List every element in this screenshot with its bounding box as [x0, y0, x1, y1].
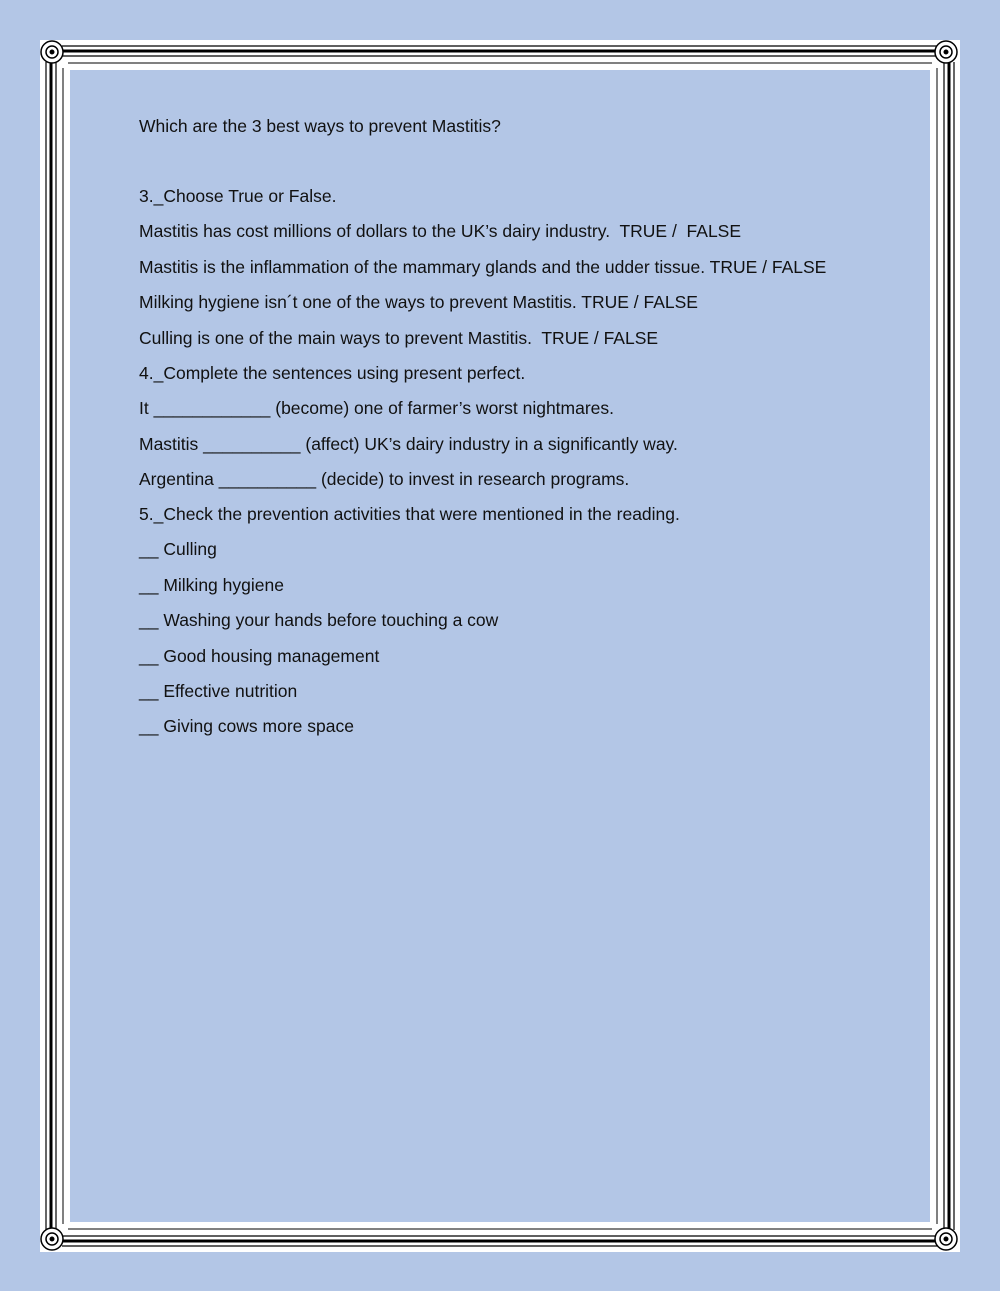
true-false-statement: Culling is one of the main ways to prevent Mastitis. TRUE / FALSE: [139, 328, 659, 348]
check-option: __ Good housing management: [139, 646, 380, 666]
check-option: __ Milking hygiene: [139, 575, 284, 595]
fill-in-sentence: Argentina __________ (decide) to invest in research programs.: [139, 469, 630, 489]
prompt-question: Which are the 3 best ways to prevent Mastitis?: [139, 116, 501, 136]
section4-heading: 4._Complete the sentences using present perfect.: [139, 363, 526, 383]
fill-in-sentence: Mastitis __________ (affect) UK’s dairy industry in a significantly way.: [139, 434, 678, 454]
check-option: __ Washing your hands before touching a cow: [139, 610, 499, 630]
true-false-statement: Milking hygiene isn´t one of the ways to prevent Mastitis. TRUE / FALSE: [139, 292, 698, 312]
true-false-statement: Mastitis has cost millions of dollars to the UK’s dairy industry. TRUE / FALSE: [139, 221, 742, 241]
section3-heading: 3._Choose True or False.: [139, 186, 337, 206]
fill-in-sentence: It ____________ (become) one of farmer’s worst nightmares.: [139, 398, 615, 418]
check-option: __ Giving cows more space: [139, 716, 354, 736]
true-false-statement: Mastitis is the inflammation of the mammary glands and the udder tissue. TRUE / FALSE: [139, 257, 827, 277]
check-option: __ Effective nutrition: [139, 681, 298, 701]
check-option: __ Culling: [139, 539, 217, 559]
section5-heading: 5._Check the prevention activities that were mentioned in the reading.: [139, 504, 680, 524]
